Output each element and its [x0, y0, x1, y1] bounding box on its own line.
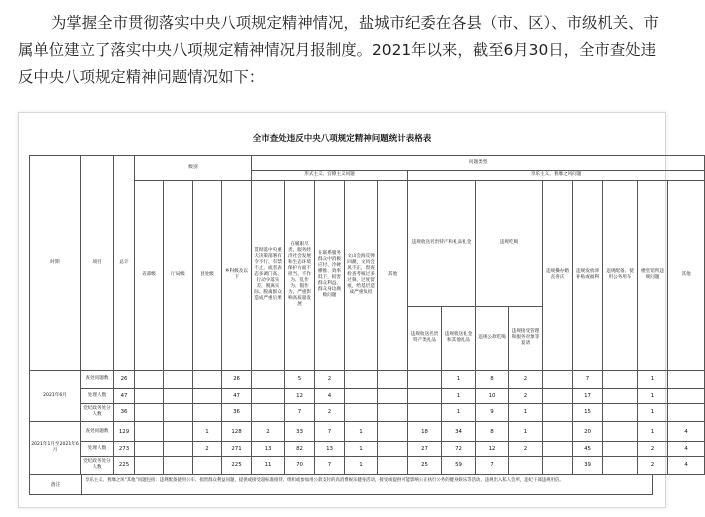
table-note	[29, 475, 653, 495]
cell-hedonism: 18	[408, 422, 442, 442]
cell-hedonism: 10	[476, 389, 509, 404]
cell-hedonism	[543, 456, 573, 474]
cell-hedonism: 17	[573, 389, 603, 404]
cell-hedonism: 34	[442, 422, 476, 442]
cell-level: 271	[222, 441, 252, 456]
cell-hedonism: 1	[638, 389, 668, 404]
cell-formalism	[378, 403, 408, 421]
cell-formalism	[252, 370, 285, 388]
header-level-col: 厅局级	[164, 180, 193, 370]
cell-level: 225	[222, 456, 252, 474]
cell-formalism: 13	[252, 441, 285, 456]
cell-formalism	[378, 370, 408, 388]
cell-hedonism: 15	[573, 403, 603, 421]
cell-hedonism	[668, 403, 705, 421]
cell-level: 26	[222, 370, 252, 388]
header-level-col: 县处级	[193, 180, 222, 370]
cell-hedonism: 2	[509, 389, 543, 404]
cell-hedonism: 1	[638, 422, 668, 442]
note-text: 享乐主义、奢靡之风“其他”问题包括：违规配备使用公车、损害群众利益问题，提供或接受超标准接待、组织或参加用公款支付的高消费娱乐健身活动，接受或提供可能影响公正执行公务的健身娱乐等活动，违规出入私人会所，违纪干部违规用信。	[85, 478, 564, 483]
cell-hedonism: 1	[442, 370, 476, 388]
header-level-col: 乡科级及以下	[222, 180, 252, 370]
cell-hedonism: 1	[509, 403, 543, 421]
table-row	[30, 441, 705, 456]
row-total: 129	[114, 422, 135, 442]
row-item: 党纪政务处分人数	[81, 403, 114, 421]
cell-hedonism	[408, 370, 442, 388]
cell-hedonism: 8	[476, 422, 509, 442]
header-gift-sub: 违规收送名贵特产类礼品	[408, 306, 442, 370]
cell-formalism	[378, 456, 408, 474]
header-gift-sub: 违规收送礼金和其他礼品	[442, 306, 476, 370]
header-formalism-col: 文山会海反弹回潮，文风会风不正，督查检查考核过多过频、过度留痕，给基层造成严重负担	[345, 180, 378, 370]
cell-hedonism: 4	[668, 456, 705, 474]
cell-hedonism	[408, 389, 442, 404]
cell-formalism	[252, 403, 285, 421]
header-hedonism-col: 其他	[668, 180, 705, 370]
row-total: 225	[114, 456, 135, 474]
header-meal-group: 违规吃喝	[476, 180, 543, 306]
cell-formalism	[378, 441, 408, 456]
cell-level	[135, 389, 164, 404]
header-formalism-col: 其他	[378, 180, 408, 370]
header-problem-type: 问题类型	[252, 156, 705, 171]
row-item: 查处问题数	[81, 370, 114, 388]
cell-formalism: 7	[315, 456, 345, 474]
header-gift-group: 违规收送名贵特产和礼品礼金	[408, 180, 476, 306]
cell-level	[193, 403, 222, 421]
cell-level	[135, 441, 164, 456]
note-label: 备注	[30, 475, 82, 494]
cell-hedonism	[603, 441, 638, 456]
header-level-col: 省部级	[135, 180, 164, 370]
header-hedonism-col: 违规操办婚丧喜庆	[543, 180, 573, 370]
cell-formalism: 5	[285, 370, 315, 388]
intro-text: 为掌握全市贯彻落实中央八项规定精神情况，盐城市纪委在各县（市、区）、市级机关、市属单位建立了落实中央八项规定精神情况月报制度。2021年以来，截至6月30日，全市查处违反中央八项规定精神问题情况如下：	[18, 14, 659, 86]
cell-formalism: 2	[315, 403, 345, 421]
cell-hedonism: 8	[476, 370, 509, 388]
table-row	[30, 456, 705, 474]
cell-level	[193, 370, 222, 388]
cell-hedonism	[408, 403, 442, 421]
header-level: 级别	[135, 156, 252, 181]
header-hedonism-col: 违规发放津补贴或福利	[573, 180, 603, 370]
cell-level	[164, 456, 193, 474]
cell-hedonism: 9	[476, 403, 509, 421]
header-hedonism-col: 违规配备、使用公务用车	[603, 180, 638, 370]
cell-formalism: 1	[345, 422, 378, 442]
cell-formalism: 33	[285, 422, 315, 442]
table-row	[30, 370, 705, 388]
cell-level	[164, 441, 193, 456]
cell-level	[135, 403, 164, 421]
intro-paragraph	[18, 10, 664, 91]
cell-hedonism	[668, 370, 705, 388]
row-total: 273	[114, 441, 135, 456]
cell-hedonism: 12	[476, 441, 509, 456]
header-period: 时期	[30, 156, 81, 371]
statistics-table-image	[18, 112, 691, 508]
cell-level	[193, 456, 222, 474]
cell-hedonism: 1	[442, 389, 476, 404]
cell-hedonism	[603, 456, 638, 474]
cell-level	[135, 422, 164, 442]
cell-formalism	[345, 370, 378, 388]
row-period: 2021年1月至2021年6月	[30, 422, 81, 475]
cell-level	[135, 456, 164, 474]
cell-hedonism: 45	[573, 441, 603, 456]
cell-hedonism: 25	[408, 456, 442, 474]
cell-level: 36	[222, 403, 252, 421]
cell-hedonism: 39	[573, 456, 603, 474]
cell-formalism	[345, 403, 378, 421]
cell-level	[164, 370, 193, 388]
row-item: 处理人数	[81, 389, 114, 404]
cell-formalism	[378, 389, 408, 404]
cell-formalism: 70	[285, 456, 315, 474]
cell-hedonism: 2	[638, 456, 668, 474]
cell-hedonism: 2	[509, 441, 543, 456]
cell-level	[164, 422, 193, 442]
cell-formalism	[378, 422, 408, 442]
cell-formalism: 7	[315, 422, 345, 442]
cell-hedonism	[543, 422, 573, 442]
header-meal-sub: 违规接受管理和服务对象等宴请	[509, 306, 543, 370]
row-item: 处理人数	[81, 441, 114, 456]
cell-level	[135, 370, 164, 388]
header-total: 总计	[114, 156, 135, 371]
cell-hedonism: 1	[509, 422, 543, 442]
cell-hedonism	[603, 389, 638, 404]
table-row	[30, 403, 705, 421]
cell-hedonism: 4	[668, 441, 705, 456]
cell-formalism	[252, 389, 285, 404]
cell-level: 47	[222, 389, 252, 404]
cell-hedonism	[543, 389, 573, 404]
cell-formalism: 12	[285, 389, 315, 404]
cell-formalism: 82	[285, 441, 315, 456]
cell-formalism: 4	[315, 389, 345, 404]
table-title: 全市查处违反中央八项规定精神问题统计表格表	[252, 134, 432, 144]
row-item: 查处问题数	[81, 422, 114, 442]
cell-hedonism: 59	[442, 456, 476, 474]
cell-hedonism: 4	[668, 422, 705, 442]
row-period: 2021年6月	[30, 370, 81, 422]
cell-level	[193, 389, 222, 404]
cell-formalism	[345, 389, 378, 404]
cell-level	[164, 403, 193, 421]
cell-level: 1	[193, 422, 222, 442]
cell-hedonism: 1	[442, 403, 476, 421]
header-hedonism: 享乐主义、奢靡之风问题	[408, 170, 705, 180]
cell-hedonism: 1	[638, 403, 668, 421]
cell-hedonism: 2	[509, 370, 543, 388]
header-meal-sub: 违规公款吃喝	[476, 306, 509, 370]
cell-formalism: 11	[252, 456, 285, 474]
cell-hedonism: 2	[638, 441, 668, 456]
header-formalism-col: 在履职尽责、服务经济社会发展和生态环境保护方面不担当、不作为、乱作为、假作为，严重影响高质量发展	[285, 180, 315, 370]
cell-hedonism: 7	[476, 456, 509, 474]
cell-hedonism	[543, 370, 573, 388]
table-row	[30, 422, 705, 442]
header-hedonism-col: 楼堂馆所违规问题	[638, 180, 668, 370]
header-formalism-col: 在联系服务群众中消极应付、冷硬横推、效率低下，损害群众利益，群众身边腐败问题	[315, 180, 345, 370]
cell-hedonism	[509, 456, 543, 474]
cell-formalism: 2	[315, 370, 345, 388]
header-formalism-col: 贯彻落中央重大决策部署有令不行、有禁不止，或者表态多调门高、行动少落实差，脱离实际、脱离群众造成严重后果	[252, 180, 285, 370]
cell-hedonism: 27	[408, 441, 442, 456]
cell-formalism: 7	[285, 403, 315, 421]
row-item: 党纪政务处分人数	[81, 456, 114, 474]
cell-level: 2	[193, 441, 222, 456]
statistics-table	[29, 155, 705, 475]
cell-hedonism: 72	[442, 441, 476, 456]
cell-level	[164, 389, 193, 404]
cell-hedonism	[668, 389, 705, 404]
cell-hedonism	[603, 370, 638, 388]
row-total: 26	[114, 370, 135, 388]
cell-formalism: 13	[315, 441, 345, 456]
table-row	[30, 389, 705, 404]
row-total: 36	[114, 403, 135, 421]
cell-formalism: 2	[252, 422, 285, 442]
cell-level: 128	[222, 422, 252, 442]
header-formalism: 形式主义、官僚主义问题	[252, 170, 408, 180]
cell-hedonism: 1	[638, 370, 668, 388]
header-item: 项目	[81, 156, 114, 371]
cell-hedonism: 7	[573, 370, 603, 388]
cell-hedonism	[603, 403, 638, 421]
cell-hedonism	[603, 422, 638, 442]
cell-hedonism: 20	[573, 422, 603, 442]
cell-hedonism	[543, 403, 573, 421]
row-total: 47	[114, 389, 135, 404]
cell-formalism: 1	[345, 456, 378, 474]
cell-hedonism	[543, 441, 573, 456]
cell-formalism: 1	[345, 441, 378, 456]
